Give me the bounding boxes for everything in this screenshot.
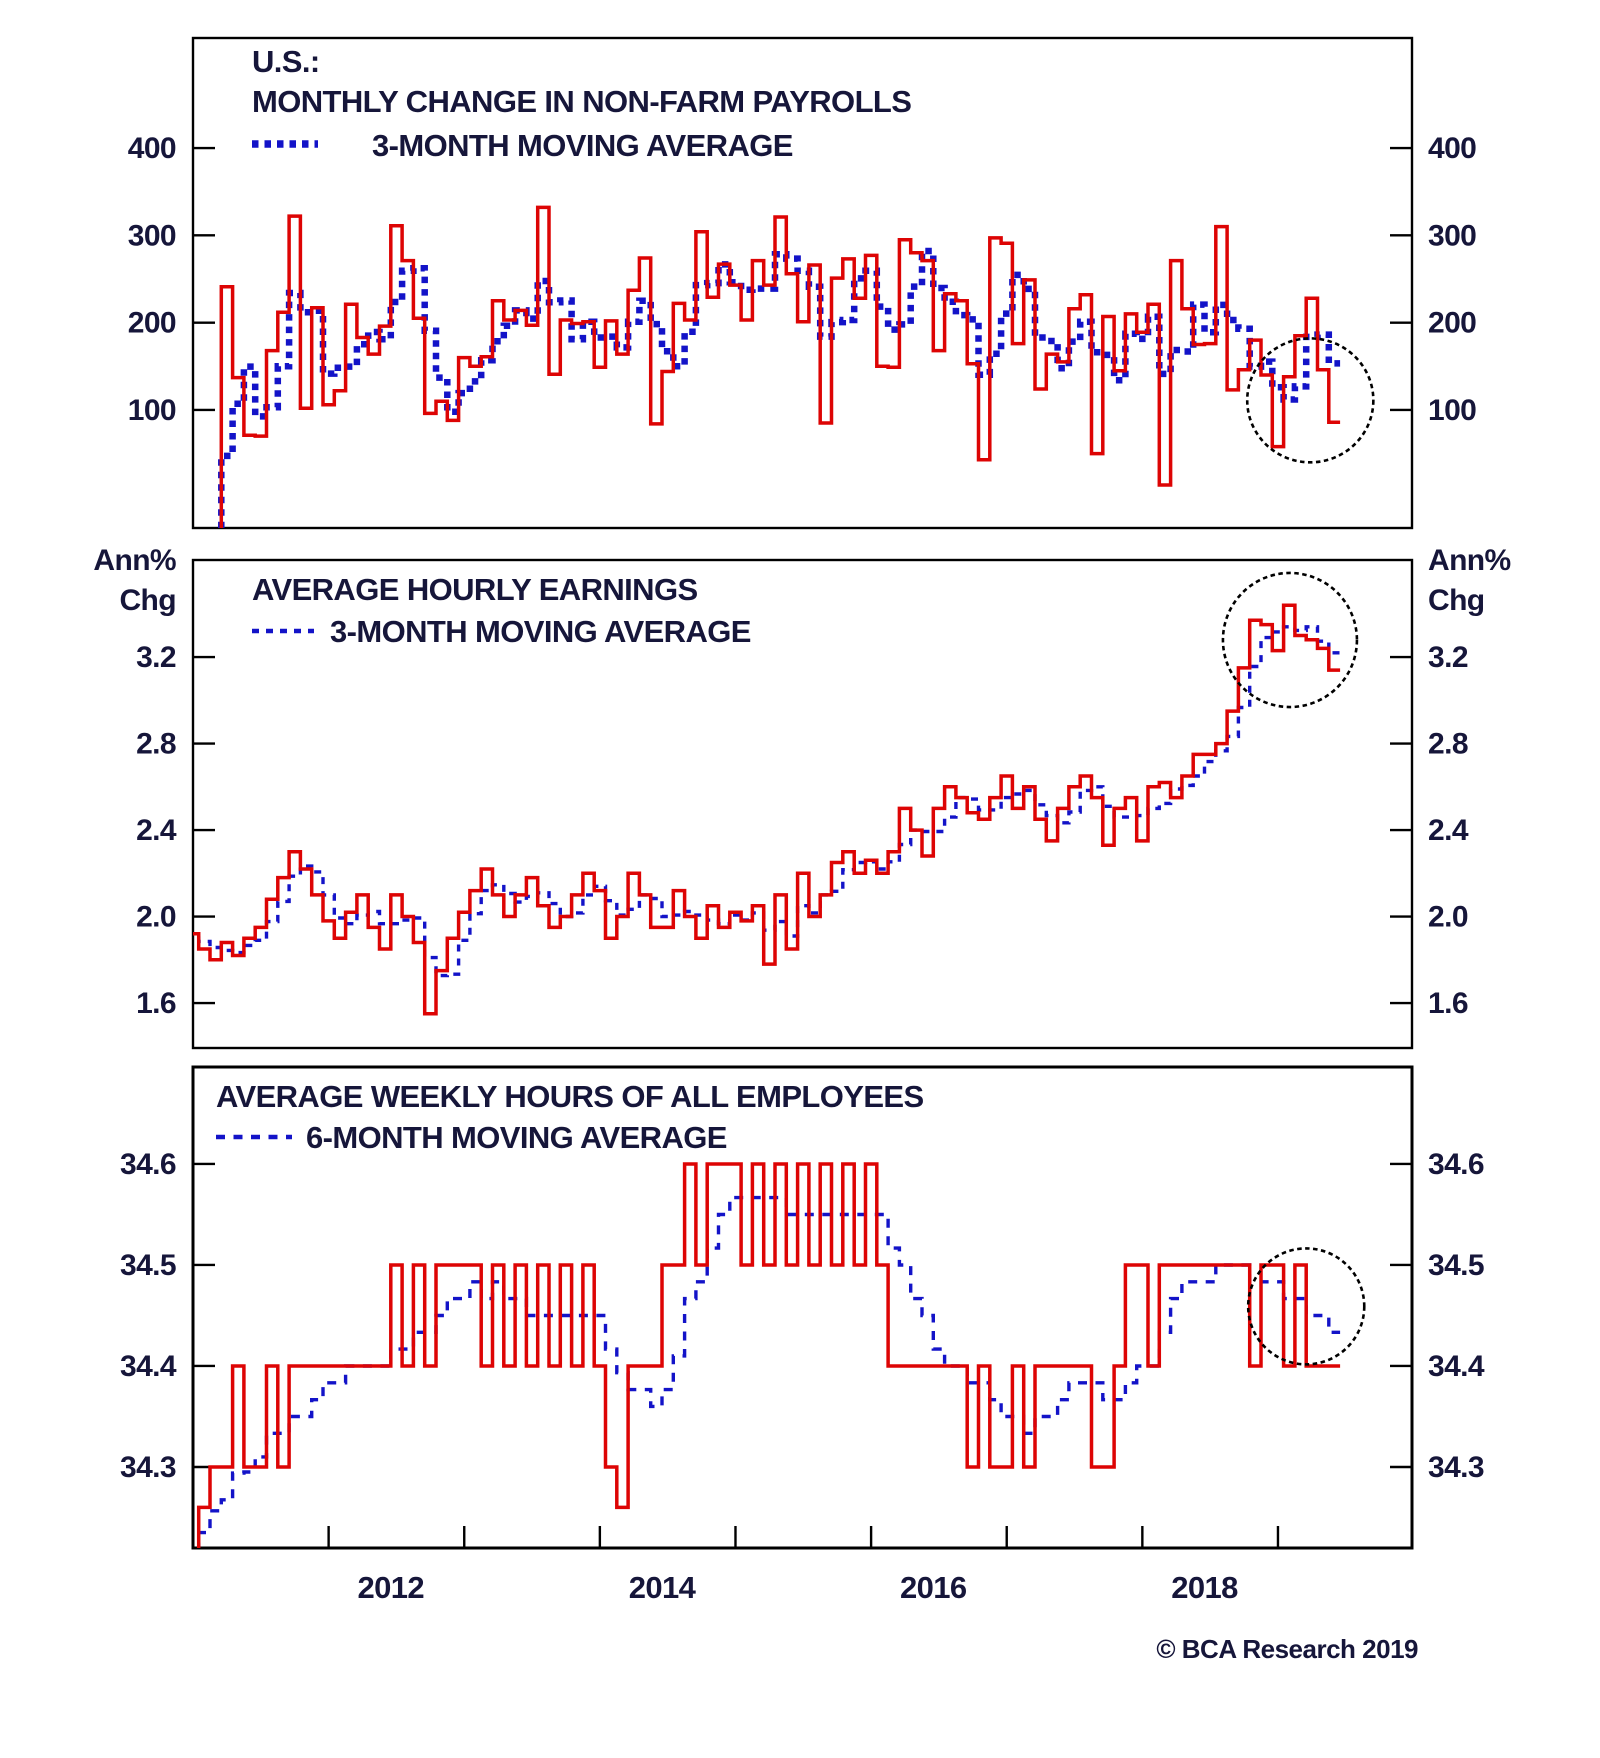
y-tick-label-right: 200	[1428, 306, 1477, 340]
y-tick-label-right: 2.8	[1428, 727, 1468, 761]
y-tick-label-left: 100	[127, 393, 176, 427]
axis-unit-label-right: Chg	[1428, 584, 1485, 617]
y-tick-label-left: 34.4	[120, 1349, 176, 1383]
axis-unit-label-left: Chg	[119, 584, 176, 617]
legend-ma-label: 6-MONTH MOVING AVERAGE	[306, 1120, 727, 1155]
y-tick-label-right: 34.4	[1428, 1349, 1484, 1383]
y-tick-label-left: 34.6	[120, 1147, 176, 1181]
y-tick-label-right: 1.6	[1428, 987, 1468, 1021]
y-tick-label-right: 3.2	[1428, 641, 1468, 675]
x-year-label: 2012	[357, 1570, 425, 1605]
legend-ma-label: 3-MONTH MOVING AVERAGE	[372, 128, 793, 163]
x-year-label: 2018	[1171, 1570, 1238, 1605]
y-tick-label-left: 34.3	[120, 1450, 176, 1484]
y-tick-label-left: 34.5	[120, 1248, 176, 1282]
y-tick-label-left: 400	[127, 132, 176, 166]
axis-unit-label-right: Ann%	[1428, 544, 1511, 577]
panel-2	[93, 544, 1510, 1048]
y-tick-label-right: 34.6	[1428, 1147, 1484, 1181]
x-year-label: 2016	[899, 1570, 967, 1605]
y-tick-label-right: 300	[1428, 219, 1477, 253]
ma-line	[187, 251, 1340, 555]
y-tick-label-right: 2.0	[1428, 900, 1468, 934]
y-tick-label-left: 300	[127, 219, 176, 253]
data-line	[187, 207, 1340, 555]
data-line	[187, 1164, 1340, 1558]
panel-1-title: MONTHLY CHANGE IN NON-FARM PAYROLLS	[252, 84, 912, 119]
data-line	[187, 605, 1340, 1014]
panel-1-title: U.S.:	[252, 44, 320, 79]
axis-unit-label-left: Ann%	[93, 544, 176, 577]
y-tick-label-right: 2.4	[1428, 814, 1468, 848]
y-tick-label-right: 34.3	[1428, 1450, 1484, 1484]
copyright: © BCA Research 2019	[1156, 1634, 1418, 1664]
y-tick-label-right: 100	[1428, 393, 1477, 427]
legend-ma-label: 3-MONTH MOVING AVERAGE	[330, 614, 751, 649]
x-year-label: 2014	[628, 1570, 696, 1605]
annotation-circle	[1247, 338, 1373, 462]
annotation-circle	[1223, 573, 1357, 707]
y-tick-label-left: 2.8	[136, 727, 176, 761]
panel-3-title: AVERAGE WEEKLY HOURS OF ALL EMPLOYEES	[216, 1079, 924, 1114]
y-tick-label-left: 2.4	[136, 814, 176, 848]
y-tick-label-right: 34.5	[1428, 1248, 1484, 1282]
y-tick-label-left: 2.0	[136, 900, 176, 934]
y-tick-label-left: 1.6	[136, 987, 176, 1021]
y-tick-label-left: 3.2	[136, 641, 176, 675]
panel-1	[128, 38, 1477, 555]
y-tick-label-right: 400	[1428, 132, 1477, 166]
panel-2-title: AVERAGE HOURLY EARNINGS	[252, 572, 698, 607]
panel-3	[120, 1067, 1485, 1605]
y-tick-label-left: 200	[127, 306, 176, 340]
